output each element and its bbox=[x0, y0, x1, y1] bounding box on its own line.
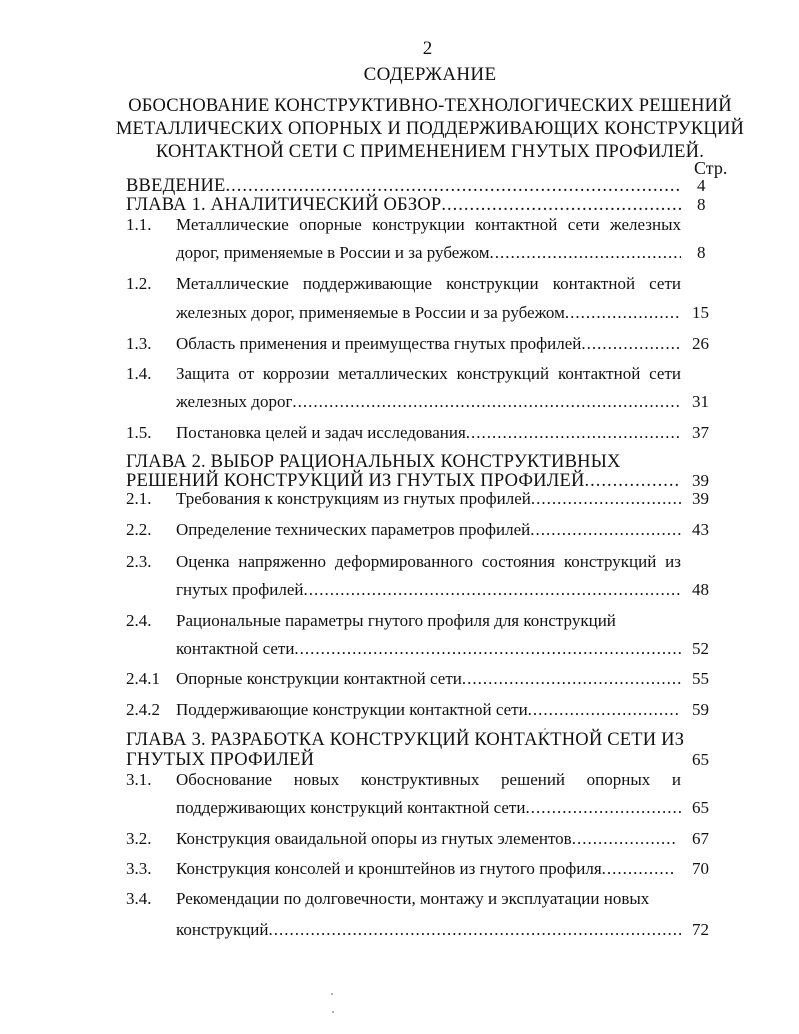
document-title: СОДЕРЖАНИЕ bbox=[363, 64, 497, 85]
toc-entry-1-2 bbox=[176, 301, 681, 325]
entry-number: 2.3. bbox=[126, 552, 152, 571]
entry-number: 2.1. bbox=[126, 489, 152, 508]
page-column-label: Стр. bbox=[694, 158, 728, 178]
entry-text: Опорные конструкции контактной сети bbox=[176, 669, 462, 688]
entry-page: 8 bbox=[697, 243, 706, 262]
entry-page: 39 bbox=[692, 471, 709, 490]
entry-number: 3.2. bbox=[126, 829, 152, 848]
toc-entry-2-4-2 bbox=[176, 698, 681, 722]
entry-text: Конструкция консолей и кронштейнов из гнутого профиля bbox=[176, 859, 602, 878]
entry-page: 48 bbox=[692, 580, 709, 599]
subtitle-line: КОНТАКТНОЙ СЕТИ С ПРИМЕНЕНИЕМ ГНУТЫХ ПРОФИЛЕЙ. bbox=[155, 142, 705, 162]
toc-entry-3-1 bbox=[176, 796, 681, 820]
entry-text-line: Металлические поддерживающие конструкции контактной сети bbox=[176, 274, 681, 293]
scan-speck bbox=[544, 728, 546, 730]
thesis-subtitle bbox=[100, 95, 760, 164]
toc-entry-1-4 bbox=[176, 390, 681, 414]
entry-text: Определение технических параметров профилей bbox=[176, 520, 531, 539]
toc-entry-2-2 bbox=[176, 518, 681, 542]
toc-entry-3-2 bbox=[176, 827, 676, 851]
entry-page: 67 bbox=[692, 829, 709, 848]
toc-entry-3-3 bbox=[176, 857, 676, 881]
chapter-2-line-1: ГЛАВА 2. ВЫБОР РАЦИОНАЛЬНЫХ КОНСТРУКТИВНЫХ bbox=[126, 452, 621, 472]
entry-page: 37 bbox=[692, 423, 709, 442]
entry-number: 3.3. bbox=[126, 859, 152, 878]
entry-text: Постановка целей и задач исследования bbox=[176, 423, 466, 442]
entry-text-line: Обоснование новых конструктивных решений опорных и bbox=[176, 770, 681, 789]
entry-text: поддерживающих конструкций контактной сети bbox=[176, 798, 526, 817]
entry-page: 55 bbox=[692, 669, 709, 688]
toc-entry-1-3 bbox=[176, 332, 681, 356]
entry-text: РЕШЕНИЙ КОНСТРУКЦИЙ ИЗ ГНУТЫХ ПРОФИЛЕЙ bbox=[126, 471, 585, 491]
entry-text: дорог, применяемые в России и за рубежом bbox=[176, 243, 490, 262]
scan-speck bbox=[332, 1011, 334, 1013]
entry-text-line: Рациональные параметры гнутого профиля для конструкций bbox=[176, 611, 616, 630]
entry-text: Требования к конструкциям из гнутых профилей bbox=[176, 489, 531, 508]
entry-page: 4 bbox=[697, 176, 706, 195]
subtitle-line: ОБОСНОВАНИЕ КОНСТРУКТИВНО-ТЕХНОЛОГИЧЕСКИХ РЕШЕНИЙ bbox=[128, 96, 732, 116]
entry-page: 39 bbox=[692, 489, 709, 508]
toc-entry-3-4 bbox=[176, 918, 681, 942]
entry-page: 59 bbox=[692, 700, 709, 719]
entry-number: 1.4. bbox=[126, 364, 152, 383]
toc-entry-1-1 bbox=[176, 241, 681, 265]
entry-text: железных дорог, применяемые в России и за рубежом bbox=[176, 303, 565, 322]
entry-page: 65 bbox=[692, 750, 709, 769]
entry-text: Поддерживающие конструкции контактной сети bbox=[176, 700, 528, 719]
entry-page: 52 bbox=[692, 639, 709, 658]
toc-entry-2-4-1 bbox=[176, 667, 681, 691]
entry-page: 8 bbox=[697, 195, 706, 214]
entry-text: Область применения и преимущества гнутых профилей bbox=[176, 334, 582, 353]
subtitle-line: МЕТАЛЛИЧЕСКИХ ОПОРНЫХ И ПОДДЕРЖИВАЮЩИХ КОНСТРУКЦИЙ bbox=[115, 119, 745, 139]
entry-number: 2.4.1 bbox=[126, 669, 160, 688]
chapter-3-line-1: ГЛАВА 3. РАЗРАБОТКА КОНСТРУКЦИЙ КОНТАКТНОЙ СЕТИ ИЗ bbox=[126, 730, 685, 750]
entry-page: 31 bbox=[692, 392, 709, 411]
entry-number: 1.5. bbox=[126, 423, 152, 442]
entry-text: гнутых профилей bbox=[176, 580, 304, 599]
entry-page: 72 bbox=[692, 920, 709, 939]
entry-text-line: Оценка напряженно деформированного состояния конструкций из bbox=[176, 552, 681, 571]
toc-entry-2-1 bbox=[176, 487, 681, 511]
entry-number: 1.3. bbox=[126, 334, 152, 353]
entry-number: 2.4.2 bbox=[126, 700, 160, 719]
entry-text-line: Рекомендации по долговечности, монтажу и эксплуатации новых bbox=[176, 889, 650, 908]
entry-page: 15 bbox=[692, 303, 709, 322]
entry-text: контактной сети bbox=[176, 639, 295, 658]
entry-number: 2.2. bbox=[126, 520, 152, 539]
chapter-3-line-2: ГНУТЫХ ПРОФИЛЕЙ bbox=[126, 750, 315, 770]
entry-text: ВВЕДЕНИЕ bbox=[126, 176, 226, 196]
toc-entry-1-5 bbox=[176, 421, 681, 445]
entry-page: 70 bbox=[692, 859, 709, 878]
scan-speck bbox=[331, 993, 333, 995]
entry-text: ГЛАВА 1. АНАЛИТИЧЕСКИЙ ОБЗОР bbox=[126, 195, 442, 215]
entry-number: 3.1. bbox=[126, 770, 152, 789]
toc-entry-2-4 bbox=[176, 637, 681, 661]
entry-number: 2.4. bbox=[126, 611, 152, 630]
entry-text: Конструкция оваидальной опоры из гнутых элементов bbox=[176, 829, 572, 848]
page-number: 2 bbox=[422, 38, 433, 59]
entry-text: конструкций bbox=[176, 920, 269, 939]
entry-number: 1.2. bbox=[126, 274, 152, 293]
entry-text-line: Защита от коррозии металлических конструкций контактной сети bbox=[176, 364, 681, 383]
entry-page: 65 bbox=[692, 798, 709, 817]
entry-number: 3.4. bbox=[126, 889, 152, 908]
entry-page: 43 bbox=[692, 520, 709, 539]
entry-number: 1.1. bbox=[126, 215, 152, 234]
entry-text-line: Металлические опорные конструкции контактной сети железных bbox=[176, 215, 681, 234]
toc-entry-2-3 bbox=[176, 578, 681, 602]
entry-page: 26 bbox=[692, 334, 709, 353]
entry-text: железных дорог bbox=[176, 392, 293, 411]
